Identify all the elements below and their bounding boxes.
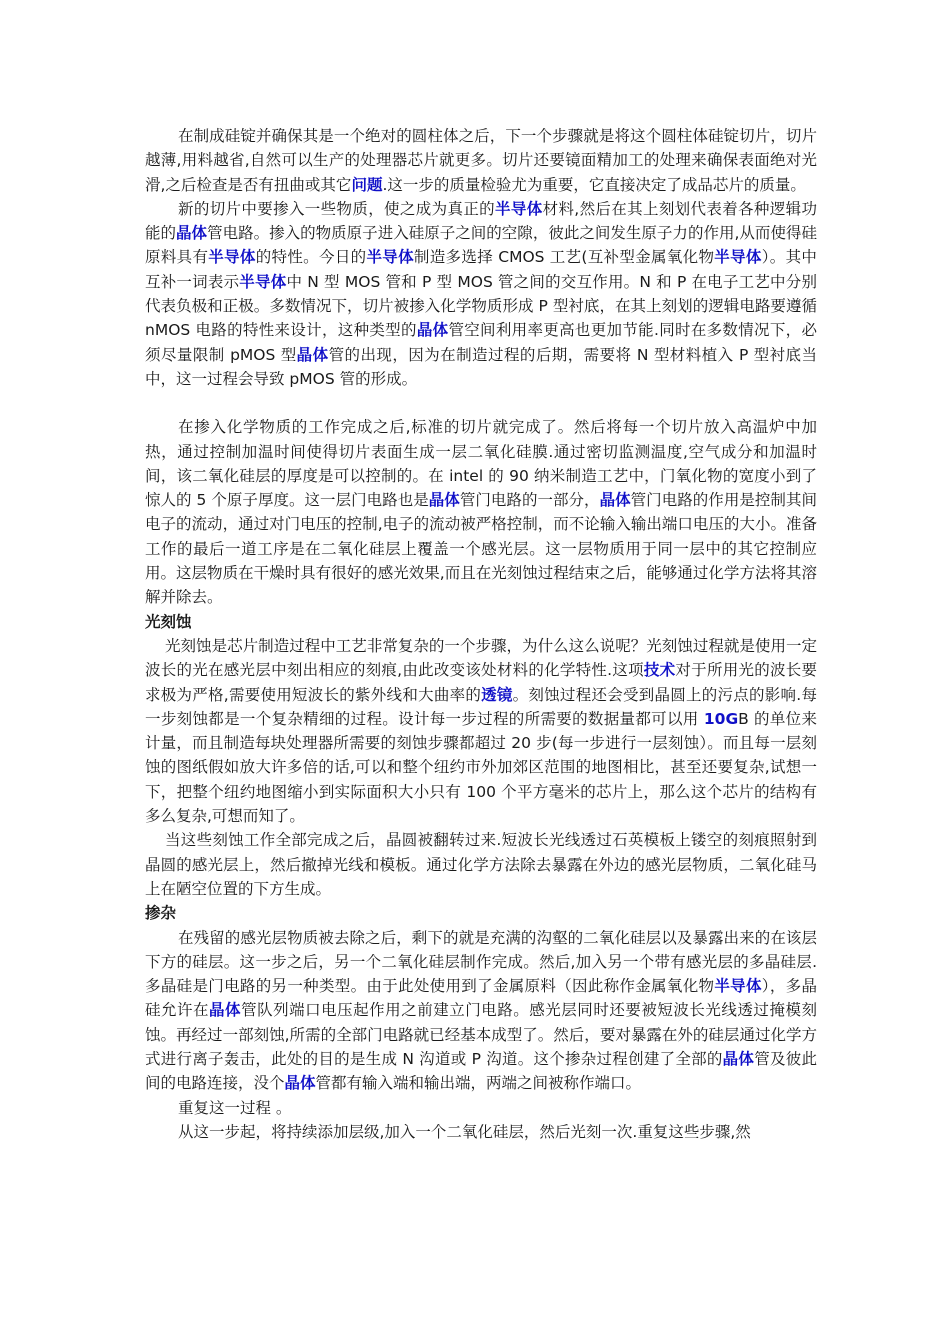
- keyword-link[interactable]: 晶体: [296, 345, 329, 364]
- paragraph-text: 管电路。掺入的物质原子进入硅原子之间的空隙，彼此之间发生原子力的作用,从而使得硅原料具有: [145, 224, 817, 267]
- paragraph-text: ）。其中互补一词表示: [145, 248, 817, 291]
- keyword-link[interactable]: 问题: [351, 175, 383, 194]
- keyword-link[interactable]: 晶体: [416, 321, 449, 340]
- paragraph-text: 管空间利用率更高也更加节能.同时在多数情况下，必须尽量限制 pMOS 型: [145, 321, 817, 364]
- body-paragraph: [145, 1120, 817, 1144]
- paragraph-text: 光刻蚀是芯片制造过程中工艺非常复杂的一个步骤，为什么这么说呢？光刻蚀过程就是使用一定波长的光在感光层中刻出相应的刻痕,由此改变该处材料的化学特性.这项: [145, 636, 817, 680]
- paragraph-text: 。刻蚀过程还会受到晶圆上的污点的影响.每一步刻蚀都是一个复杂精细的过程。设计每一步过程的所需要的数据量都可以用: [145, 685, 817, 728]
- keyword-link[interactable]: 晶体: [209, 1001, 242, 1020]
- keyword-link[interactable]: 半导体: [495, 199, 543, 218]
- paragraph-text: 中 N 型 MOS 管和 P 型 MOS 管之间的交互作用。N 和 P 在电子工艺中分别代表负极和正极。多数情况下，切片被掺入化学物质形成 P 型衬底，在其上刻划的逻辑电路要遵循 nMOS 电路的特性来设计，这种类型的: [145, 272, 817, 340]
- paragraph-text: 管门电路的一部分，: [459, 491, 600, 510]
- paragraph-text: 的特性。今日的: [255, 248, 367, 267]
- paragraph-text: 新的切片中要掺入一些物质，使之成为真正的: [178, 199, 496, 218]
- keyword-link[interactable]: 半导体: [714, 248, 762, 267]
- paragraph-text: 管队列端口电压起作用之前建立门电路。感光层同时还要被短波长光线透过掩模刻蚀。再经过一部刻蚀,所需的全部门电路就已经基本成型了。然后，要对暴露在外的硅层通过化学方式进行离子轰击，此处的目的是生成 N 沟道或 P 沟道。这个掺杂过程创建了全部的: [145, 1001, 817, 1068]
- keyword-link[interactable]: 技术: [643, 661, 676, 680]
- body-paragraph: [145, 124, 817, 197]
- paragraph-text: .这一步的质量检验尤为重要，它直接决定了成品芯片的质量。: [382, 175, 806, 194]
- keyword-link[interactable]: 晶体: [599, 491, 631, 510]
- body-paragraph: [145, 828, 817, 901]
- paragraph-text: B 的单位来计量，而且制造每块处理器所需要的刻蚀步骤都超过 20 步(每一步进行一层刻蚀）。而且每一层刻蚀的图纸假如放大许多倍的话,可以和整个纽约市外加郊区范围的地图相比，甚至还要复杂,试想一下，把整个纽约地图缩小到实际面积大小只有 100 个平方毫米的芯片上，那么这个芯片的结构有多么复杂,可想而知了。: [145, 709, 818, 826]
- paragraph-text: 从这一步起，将持续添加层级,加入一个二氧化硅层，然后光刻一次.重复这些步骤,然: [178, 1122, 751, 1141]
- keyword-link[interactable]: 晶体: [428, 491, 460, 510]
- paragraph-text: 制造多选择 CMOS 工艺(互补型金属氧化物: [413, 248, 715, 267]
- body-paragraph: [145, 197, 817, 391]
- paragraph-text: 管门电路的作用是控制其间电子的流动，通过对门电压的控制,电子的流动被严格控制，而不论输入输出端口电压的大小。准备工作的最后一道工序是在二氧化硅层上覆盖一个感光层。这一层物质用于同一层中的其它控制应用。这层物质在干燥时具有很好的感光效果,而且在光刻蚀过程结束之后，能够通过化学方法将其溶解并除去。: [145, 491, 817, 607]
- paragraph-text: 在残留的感光层物质被去除之后，剩下的就是充满的沟壑的二氧化硅层以及暴露出来的在该层下方的硅层。这一步之后，另一个二氧化硅层制作完成。然后,加入另一个带有感光层的多晶硅层.多晶硅是门电路的另一种类型。由于此处使用到了金属原料（因此称作金属氧化物: [145, 928, 817, 996]
- body-paragraph: [145, 415, 817, 609]
- keyword-link[interactable]: 半导体: [366, 248, 414, 267]
- keyword-link[interactable]: 晶体: [176, 224, 208, 243]
- paragraph-text: 管及彼此间的电路连接，没个: [145, 1049, 817, 1093]
- keyword-link[interactable]: 晶体: [284, 1074, 316, 1093]
- keyword-link[interactable]: 透镜: [481, 685, 513, 704]
- keyword-link[interactable]: 半导体: [714, 977, 762, 996]
- keyword-link[interactable]: 半导体: [239, 272, 287, 291]
- paragraph-text: 管的出现，因为在制造过程的后期，需要将 N 型材料植入 P 型衬底当中，这一过程会导致 pMOS 管的形成。: [145, 345, 817, 388]
- keyword-link[interactable]: 10G: [703, 709, 739, 728]
- keyword-link[interactable]: 晶体: [722, 1049, 755, 1068]
- paragraph-text: 对于所用光的波长要求极为严格,需要使用短波长的紫外线和大曲率的: [145, 661, 817, 704]
- body-paragraph: [145, 1096, 817, 1120]
- paragraph-text: 重复这一过程 。: [178, 1098, 292, 1117]
- paragraph-text: 在掺入化学物质的工作完成之后,标准的切片就完成了。然后将每一个切片放入高温炉中加热，通过控制加温时间使得切片表面生成一层二氧化硅膜.通过密切监测温度,空气成分和加温时间，该二氧化硅层的厚度是可以控制的。在 intel 的 90 纳米制造工艺中，门氧化物的宽度小到了惊人的 5 个原子厚度。这一层门电路也是: [145, 418, 817, 510]
- body-paragraph: [145, 926, 817, 1096]
- paragraph-text: 材料,然后在其上刻划代表着各种逻辑功能的: [145, 199, 817, 243]
- paragraph-text: 在制成硅锭并确保其是一个绝对的圆柱体之后，下一个步骤就是将这个圆柱体硅锭切片，切片越薄,用料越省,自然可以生产的处理器芯片就更多。切片还要镜面精加工的处理来确保表面绝对光滑,之后检查是否有扭曲或其它: [145, 127, 817, 194]
- document-page: [145, 124, 817, 1144]
- paragraph-text: 当这些刻蚀工作全部完成之后，晶圆被翻转过来.短波长光线透过石英模板上镂空的刻痕照射到晶圆的感光层上，然后撤掉光线和模板。通过化学方法除去暴露在外边的感光层物质，二氧化硅马上在陋空位置的下方生成。: [145, 831, 817, 898]
- keyword-link[interactable]: 半导体: [208, 248, 256, 267]
- section-heading: 掺杂: [145, 904, 177, 923]
- paragraph-text: 管都有输入端和输出端，两端之间被称作端口。: [315, 1074, 642, 1093]
- paragraph-text: ），多晶硅允许在: [145, 977, 817, 1020]
- section-heading: 光刻蚀: [145, 612, 192, 631]
- body-paragraph: [145, 634, 817, 828]
